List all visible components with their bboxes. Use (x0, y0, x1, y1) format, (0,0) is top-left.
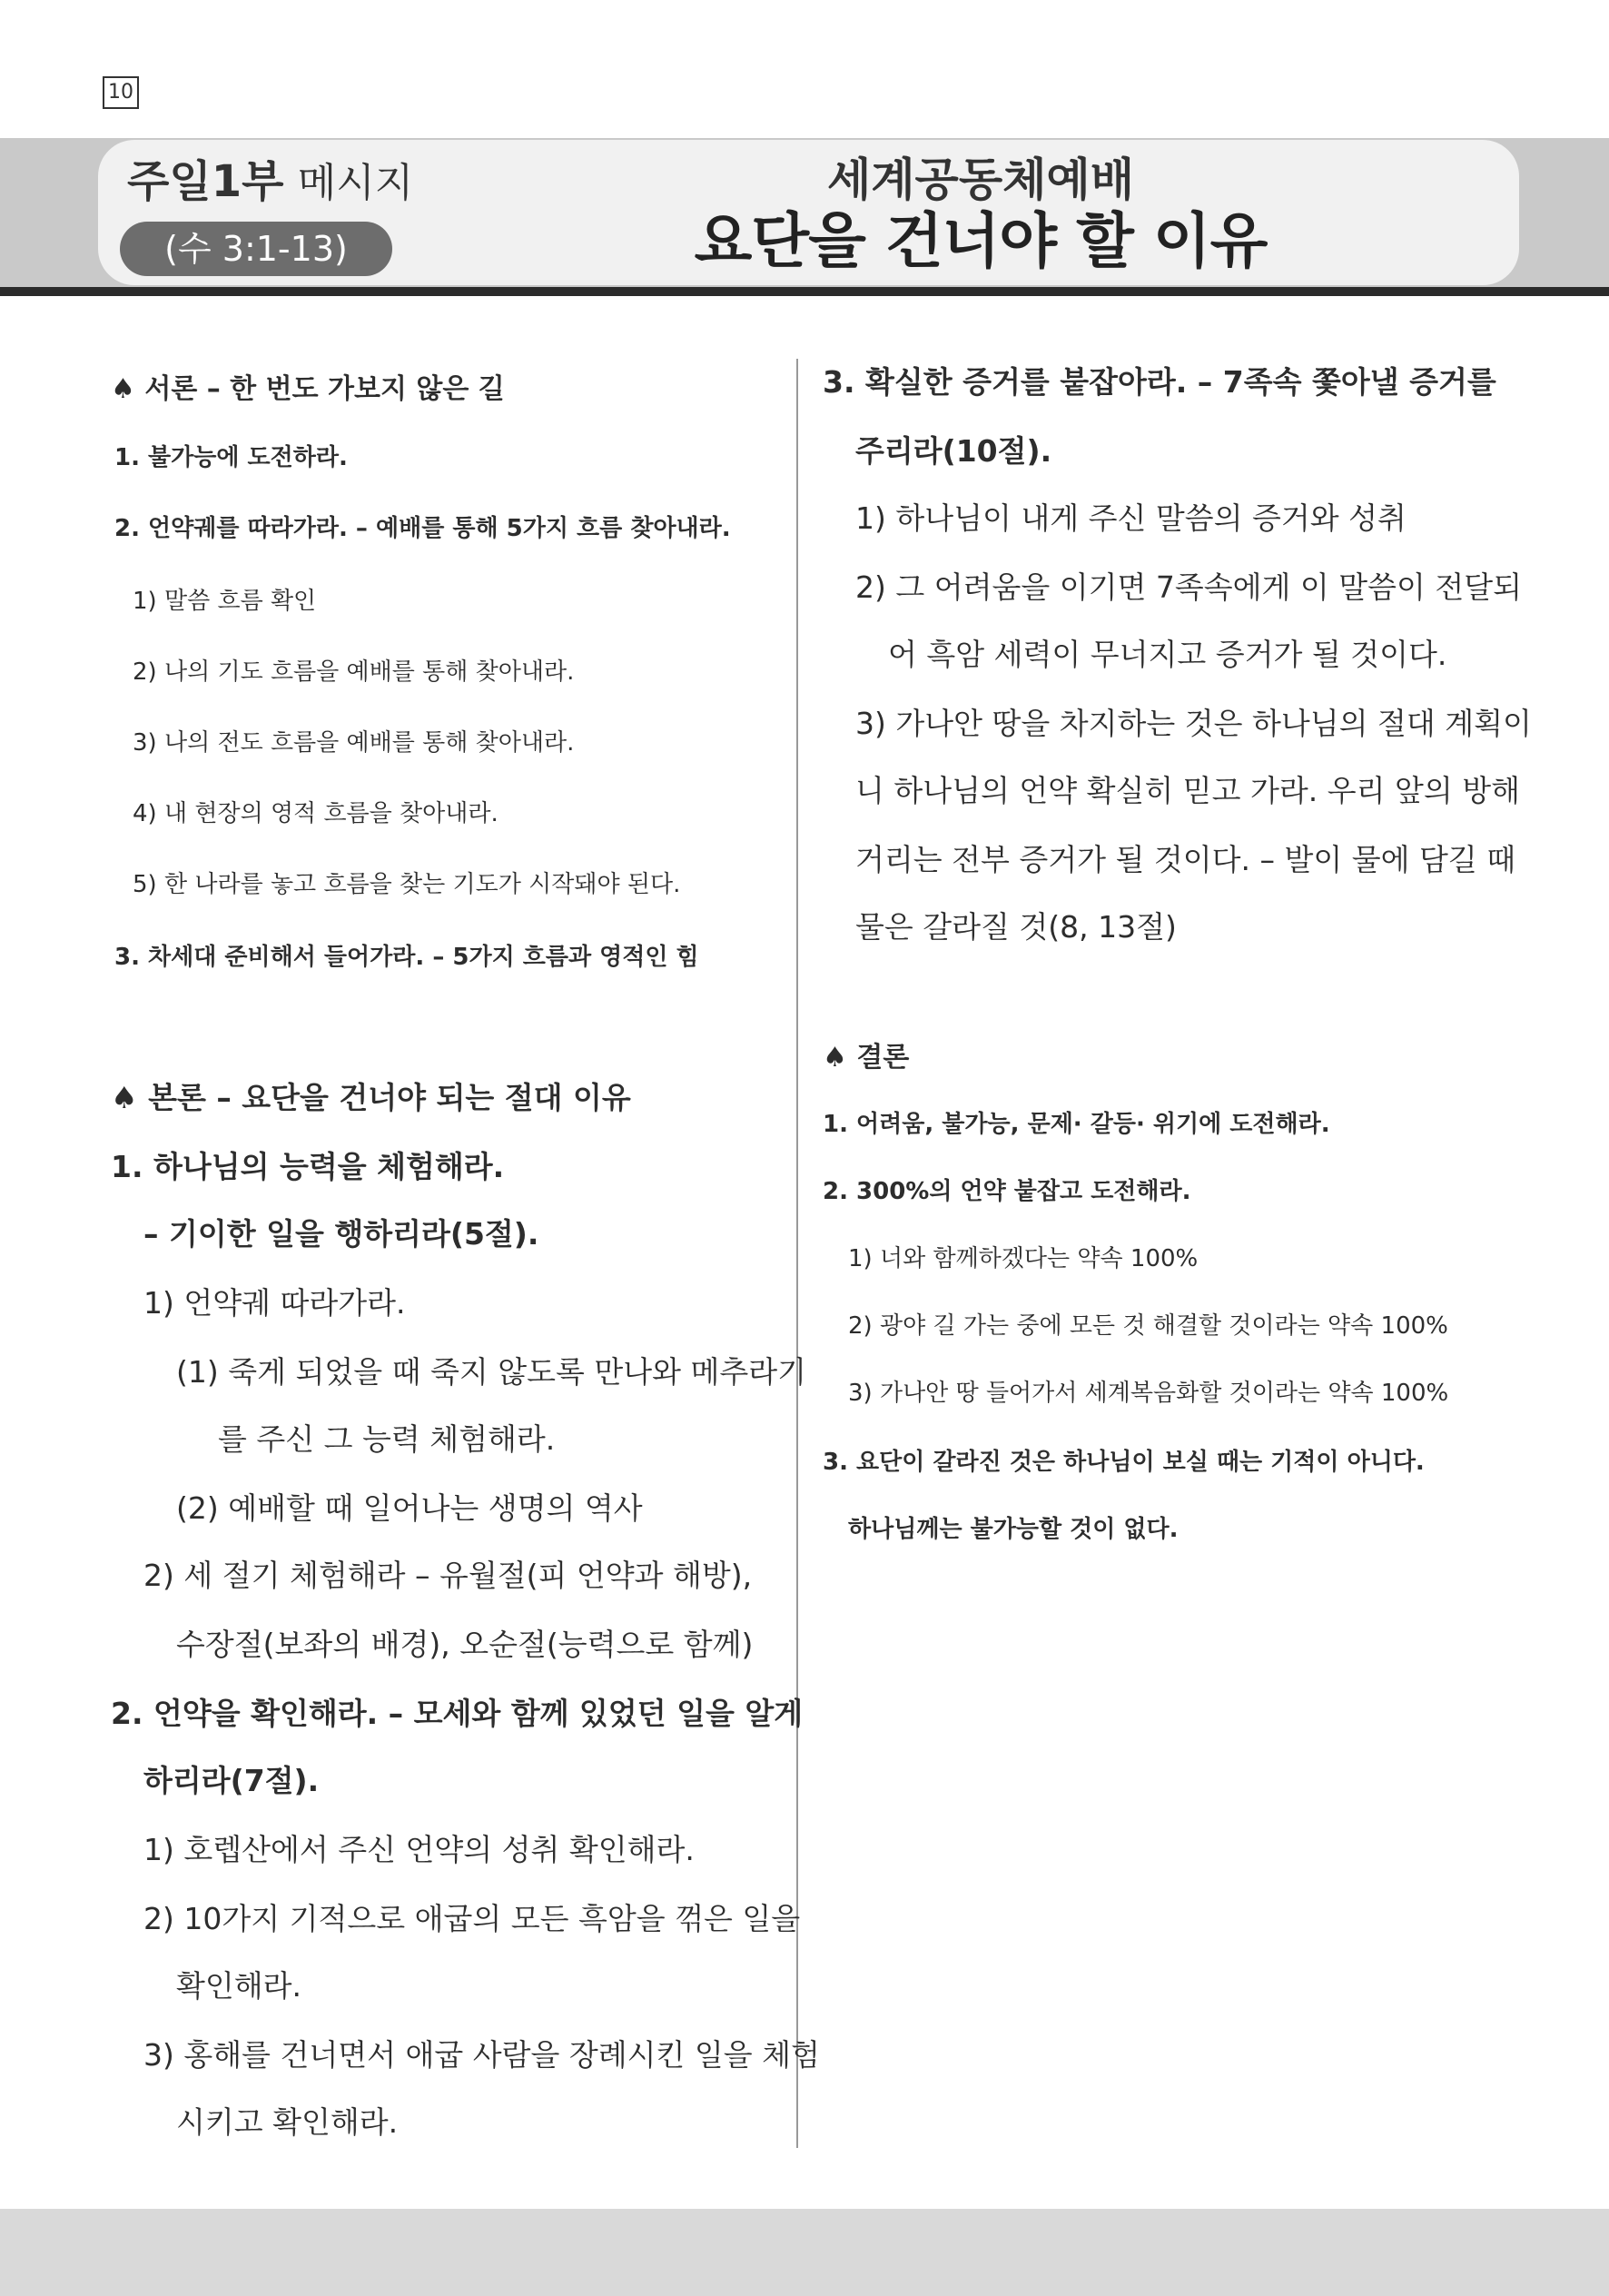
conclusion-sub-2: 2) 광야 길 가는 중에 모든 것 해결할 것이라는 약속 100% (848, 1312, 1448, 1340)
column-divider (796, 359, 798, 2148)
body-heading: ♠ 본론 – 요단을 건너야 되는 절대 이유 (111, 1080, 631, 1115)
body-1-1-a-line2: 를 주신 그 능력 체험해라. (218, 1421, 556, 1457)
intro-sub-4: 4) 내 현장의 영적 흐름을 찾아내라. (133, 800, 498, 827)
conclusion-point-2: 2. 300%의 언약 붙잡고 도전해라. (823, 1178, 1191, 1205)
service-label (127, 154, 413, 211)
body-point-3-line2: 주리라(10절). (855, 433, 1052, 469)
intro-heading: ♠ 서론 – 한 번도 가보지 않은 길 (111, 373, 505, 405)
body-point-2-line2: 하리라(7절). (143, 1763, 320, 1798)
body-1-1-b: (2) 예배할 때 일어나는 생명의 역사 (176, 1490, 643, 1526)
service-bold: 주일1부 (127, 156, 284, 207)
intro-sub-3: 3) 나의 전도 흐름을 예배를 통해 찾아내라. (133, 729, 575, 757)
intro-sub-1: 1) 말씀 흐름 확인 (133, 588, 317, 615)
body-2-3-line1: 3) 홍해를 건너면서 애굽 사람을 장례시킨 일을 체험 (143, 2037, 820, 2073)
body-2-3-line2: 시키고 확인해라. (176, 2104, 399, 2140)
body-1-1: 1) 언약궤 따라가라. (143, 1285, 406, 1321)
service-type: 메시지 (297, 160, 414, 206)
body-3-3-line1: 3) 가나안 땅을 차지하는 것은 하나님의 절대 계획이 (855, 706, 1532, 741)
body-1-2-line2: 수장절(보좌의 배경), 오순절(능력으로 함께) (176, 1627, 754, 1662)
conclusion-point-3-line2: 하나님께는 불가능할 것이 없다. (848, 1516, 1179, 1543)
body-point-1-sub: – 기이한 일을 행하리라(5절). (143, 1216, 539, 1252)
body-1-2-line1: 2) 세 절기 체험해라 – 유월절(피 언약과 해방), (143, 1558, 753, 1593)
sermon-title: 요단을 건너야 할 이유 (694, 206, 1268, 276)
intro-point-2: 2. 언약궤를 따라가라. – 예배를 통해 5가지 흐름 찾아내라. (114, 515, 731, 542)
body-3-2-line2: 어 흑암 세력이 무너지고 증거가 될 것이다. (888, 637, 1447, 672)
verse-badge: (수 3:1-13) (120, 222, 392, 276)
body-point-2-line1: 2. 언약을 확인해라. – 모세와 함께 있었던 일을 알게 (111, 1696, 804, 1731)
body-3-3-line4: 물은 갈라질 것(8, 13절) (855, 909, 1177, 945)
body-2-1: 1) 호렙산에서 주신 언약의 성취 확인해라. (143, 1832, 695, 1867)
intro-point-3: 3. 차세대 준비해서 들어가라. – 5가지 흐름과 영적인 힘 (114, 944, 699, 971)
header-rule (0, 287, 1609, 296)
intro-point-1: 1. 불가능에 도전하라. (114, 444, 348, 471)
body-3-3-line3: 거리는 전부 증거가 될 것이다. – 발이 물에 담길 때 (855, 842, 1516, 877)
intro-sub-2: 2) 나의 기도 흐름을 예배를 통해 찾아내라. (133, 658, 575, 686)
body-point-1: 1. 하나님의 능력을 체험해라. (111, 1149, 505, 1184)
footer-band (0, 2209, 1609, 2296)
page-number: 10 (103, 76, 139, 109)
body-2-2-line2: 확인해라. (176, 1968, 302, 2004)
conclusion-sub-1: 1) 너와 함께하겠다는 약속 100% (848, 1245, 1199, 1272)
body-3-1: 1) 하나님이 내게 주신 말씀의 증거와 성취 (855, 500, 1407, 536)
conclusion-point-3-line1: 3. 요단이 갈라진 것은 하나님이 보실 때는 기적이 아니다. (823, 1449, 1425, 1476)
body-point-3-line1: 3. 확실한 증거를 붙잡아라. – 7족속 쫓아낼 증거를 (823, 364, 1496, 400)
body-3-3-line2: 니 하나님의 언약 확실히 믿고 가라. 우리 앞의 방해 (855, 773, 1520, 808)
body-2-2-line1: 2) 10가지 기적으로 애굽의 모든 흑암을 꺾은 일을 (143, 1901, 801, 1936)
body-1-1-a-line1: (1) 죽게 되었을 때 죽지 않도록 만나와 메추라기 (176, 1354, 806, 1390)
conclusion-point-1: 1. 어려움, 불가능, 문제· 갈등· 위기에 도전해라. (823, 1111, 1330, 1138)
conclusion-sub-3: 3) 가나안 땅 들어가서 세계복음화할 것이라는 약속 100% (848, 1380, 1449, 1407)
conclusion-heading: ♠ 결론 (823, 1042, 910, 1074)
service-subtitle: 세계공동체예배 (826, 153, 1135, 206)
intro-sub-5: 5) 한 나라를 놓고 흐름을 찾는 기도가 시작돼야 된다. (133, 871, 681, 898)
body-3-2-line1: 2) 그 어려움을 이기면 7족속에게 이 말씀이 전달되 (855, 569, 1522, 605)
